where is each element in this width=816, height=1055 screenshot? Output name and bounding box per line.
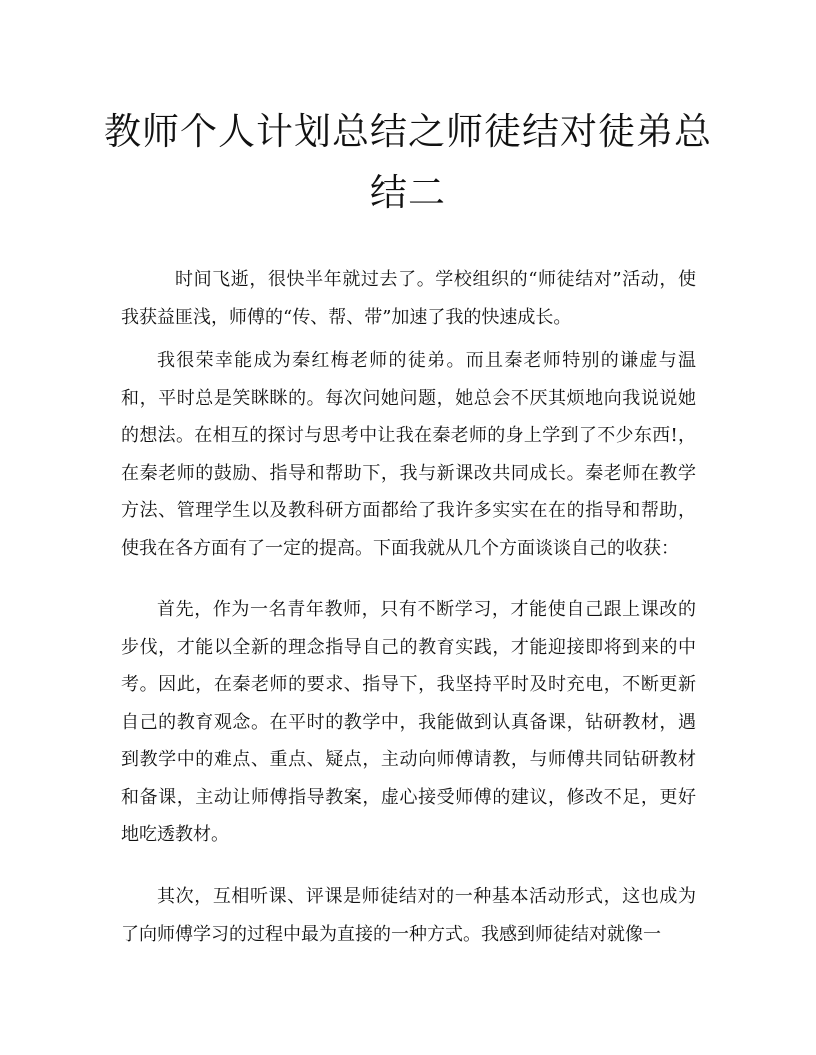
document-title-line-2: 结二 [370, 171, 446, 214]
paragraph-intro: 时间飞逝，很快半年就过去了。学校组织的“师徒结对”活动，使我获益匪浅，师傅的“传、帮、带”加速了我的快速成长。 [121, 269, 696, 328]
paragraph-mentor: 我很荣幸能成为秦红梅老师的徒弟。而且秦老师特别的谦虚与温和，平时总是笑眯眯的。每次问她问题，她总会不厌其烦地向我说说她的想法。在相互的探讨与思考中让我在秦老师的身上学到了不少东西!，在秦老师的鼓励、指导和帮助下，我与新课改共同成长。秦老师在教学方法、管理学生以及教科研方面都给了我许多实实在在的指导和帮助，使我在各方面有了一定的提高。下面我就从几个方面谈谈自己的收获： [121, 350, 696, 559]
document-title-line-1: 教师个人计划总结之师徒结对徒弟总 [104, 110, 712, 153]
paragraph-second-point: 其次，互相听课、评课是师徒结对的一种基本活动形式，这也成为了向师傅学习的过程中最为直接的一种方式。我感到师徒结对就像一 [121, 886, 696, 945]
paragraph-first-point: 首先，作为一名青年教师，只有不断学习，才能使自己跟上课改的步伐，才能以全新的理念指导自己的教育实践，才能迎接即将到来的中考。因此，在秦老师的要求、指导下，我坚持平时及时充电，不断更新自己的教育观念。在平时的教学中，我能做到认真备课，钻研教材，遇到教学中的难点、重点、疑点，主动向师傅请教，与师傅共同钻研教材和备课，主动让师傅指导教案，虚心接受师傅的建议，修改不足，更好地吃透教材。 [121, 599, 696, 845]
